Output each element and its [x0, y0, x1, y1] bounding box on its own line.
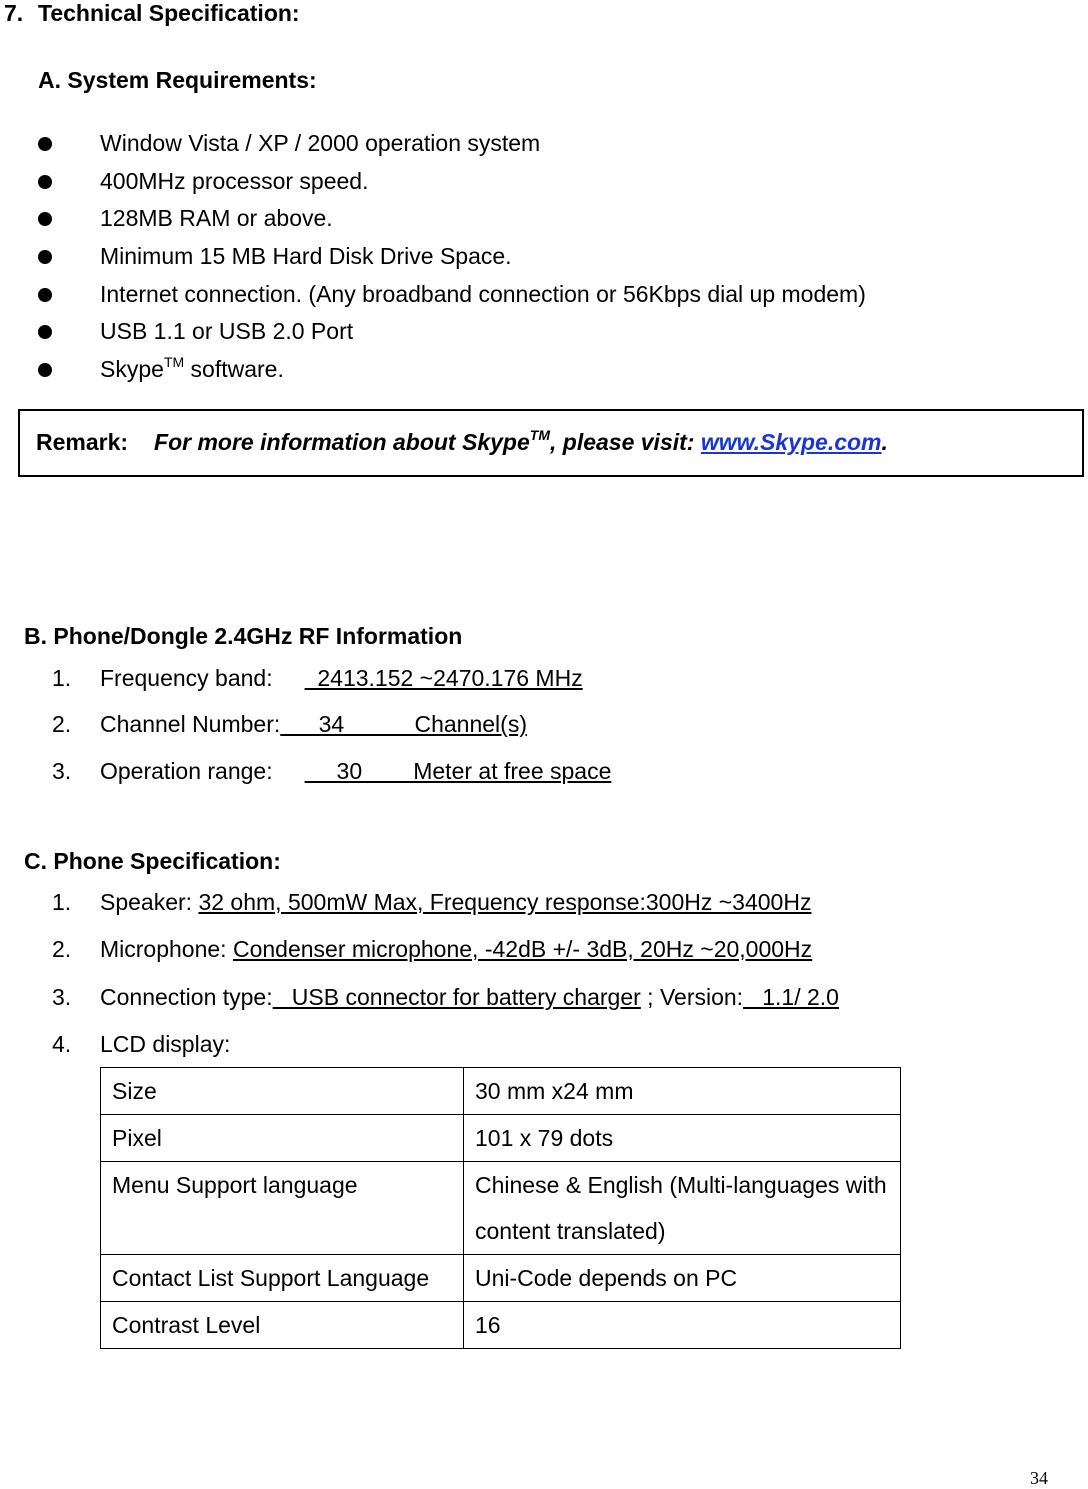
- requirement-item: 400MHz processor speed.: [100, 168, 369, 194]
- section-number: 7.: [4, 0, 24, 26]
- list-number: 1.: [52, 665, 72, 691]
- table-row: [101, 1162, 901, 1255]
- list-number: 3.: [52, 758, 72, 784]
- table-cell-value: 101 x 79 dots: [464, 1115, 901, 1162]
- system-requirements-heading: A. System Requirements:: [38, 67, 317, 93]
- bullet-icon: [38, 250, 52, 264]
- spec-label: Speaker:: [100, 889, 199, 915]
- rf-value: 2413.152 ~2470.176 MHz: [304, 665, 583, 691]
- requirement-item: USB 1.1 or USB 2.0 Port: [100, 318, 354, 344]
- bullet-icon: [38, 137, 52, 151]
- table-row: [101, 1115, 901, 1162]
- table-row: [101, 1068, 901, 1115]
- table-cell-name: Contrast Level: [101, 1302, 464, 1349]
- list-number: 2.: [52, 936, 72, 962]
- version-label: ; Version:: [640, 984, 744, 1010]
- remark-text-end: .: [881, 429, 888, 455]
- spec-value: USB connector for battery charger: [272, 984, 641, 1010]
- remark-text-prefix: For more information about Skype: [154, 429, 530, 455]
- table-cell-name: Menu Support language: [101, 1162, 464, 1255]
- table-cell-value: Uni-Code depends on PC: [464, 1255, 901, 1302]
- rf-item-frequency: [52, 665, 71, 692]
- rf-item-frequency-content: [100, 665, 583, 692]
- list-number: 3.: [52, 984, 72, 1010]
- spec-value: 32 ohm, 500mW Max, Frequency response:300Hz ~3400Hz: [198, 889, 812, 915]
- rf-info-heading: B. Phone/Dongle 2.4GHz RF Information: [24, 623, 463, 649]
- bullet-icon: [38, 175, 52, 189]
- rf-item-channel: [52, 711, 71, 738]
- rf-item-range-content: [100, 758, 611, 785]
- rf-item-range: [52, 758, 71, 785]
- lcd-spec-table: [100, 1067, 901, 1349]
- list-number: 1.: [52, 889, 72, 915]
- rf-value: 34 Channel(s): [280, 711, 527, 737]
- trademark-sup: TM: [163, 354, 185, 370]
- list-number: 2.: [52, 711, 72, 737]
- bullet-icon: [38, 288, 52, 302]
- remark-box: [18, 409, 1084, 477]
- table-cell-name: Size: [101, 1068, 464, 1115]
- rf-label: Channel Number:: [100, 711, 281, 737]
- bullet-icon: [38, 363, 52, 377]
- microphone-spec: [100, 936, 812, 963]
- remark-label: Remark:: [36, 429, 129, 455]
- table-cell-name: Contact List Support Language: [101, 1255, 464, 1302]
- rf-item-channel-content: [100, 711, 527, 738]
- connection-spec: [100, 984, 839, 1011]
- skype-suffix: software.: [184, 356, 284, 382]
- requirement-item: Minimum 15 MB Hard Disk Drive Space.: [100, 243, 512, 269]
- table-row: [101, 1302, 901, 1349]
- trademark-sup: TM: [529, 427, 550, 443]
- table-cell-value: 16: [464, 1302, 901, 1349]
- version-value: 1.1/ 2.0: [743, 984, 839, 1010]
- remark-text-middle: , please visit:: [549, 429, 701, 455]
- skype-name: Skype: [100, 356, 164, 382]
- rf-value: 30 Meter at free space: [304, 758, 612, 784]
- table-cell-value: Chinese & English (Multi-languages with content translated): [464, 1162, 901, 1255]
- rf-label: Frequency band:: [100, 665, 305, 691]
- list-number: 4.: [52, 1031, 72, 1057]
- remark-text: [36, 429, 888, 456]
- page-number: 34: [1030, 1468, 1048, 1488]
- lcd-display-label: LCD display:: [100, 1031, 231, 1057]
- rf-label: Operation range:: [100, 758, 305, 784]
- section-title: Technical Specification:: [38, 0, 300, 26]
- speaker-spec: [100, 889, 811, 916]
- bullet-icon: [38, 212, 52, 226]
- spec-label: Connection type:: [100, 984, 273, 1010]
- requirement-item-skype: [100, 356, 284, 383]
- spec-label: Microphone:: [100, 936, 233, 962]
- bullet-icon: [38, 325, 52, 339]
- table-cell-name: Pixel: [101, 1115, 464, 1162]
- spec-value: Condenser microphone, -42dB +/- 3dB, 20Hz ~20,000Hz: [232, 936, 813, 962]
- table-row: [101, 1255, 901, 1302]
- requirement-item: Internet connection. (Any broadband connection or 56Kbps dial up modem): [100, 281, 866, 307]
- table-cell-value: 30 mm x24 mm: [464, 1068, 901, 1115]
- requirement-item: 128MB RAM or above.: [100, 205, 333, 231]
- skype-link[interactable]: www.Skype.com: [700, 429, 882, 455]
- phone-spec-heading: C. Phone Specification:: [24, 848, 281, 874]
- requirement-item: Window Vista / XP / 2000 operation system: [100, 130, 541, 156]
